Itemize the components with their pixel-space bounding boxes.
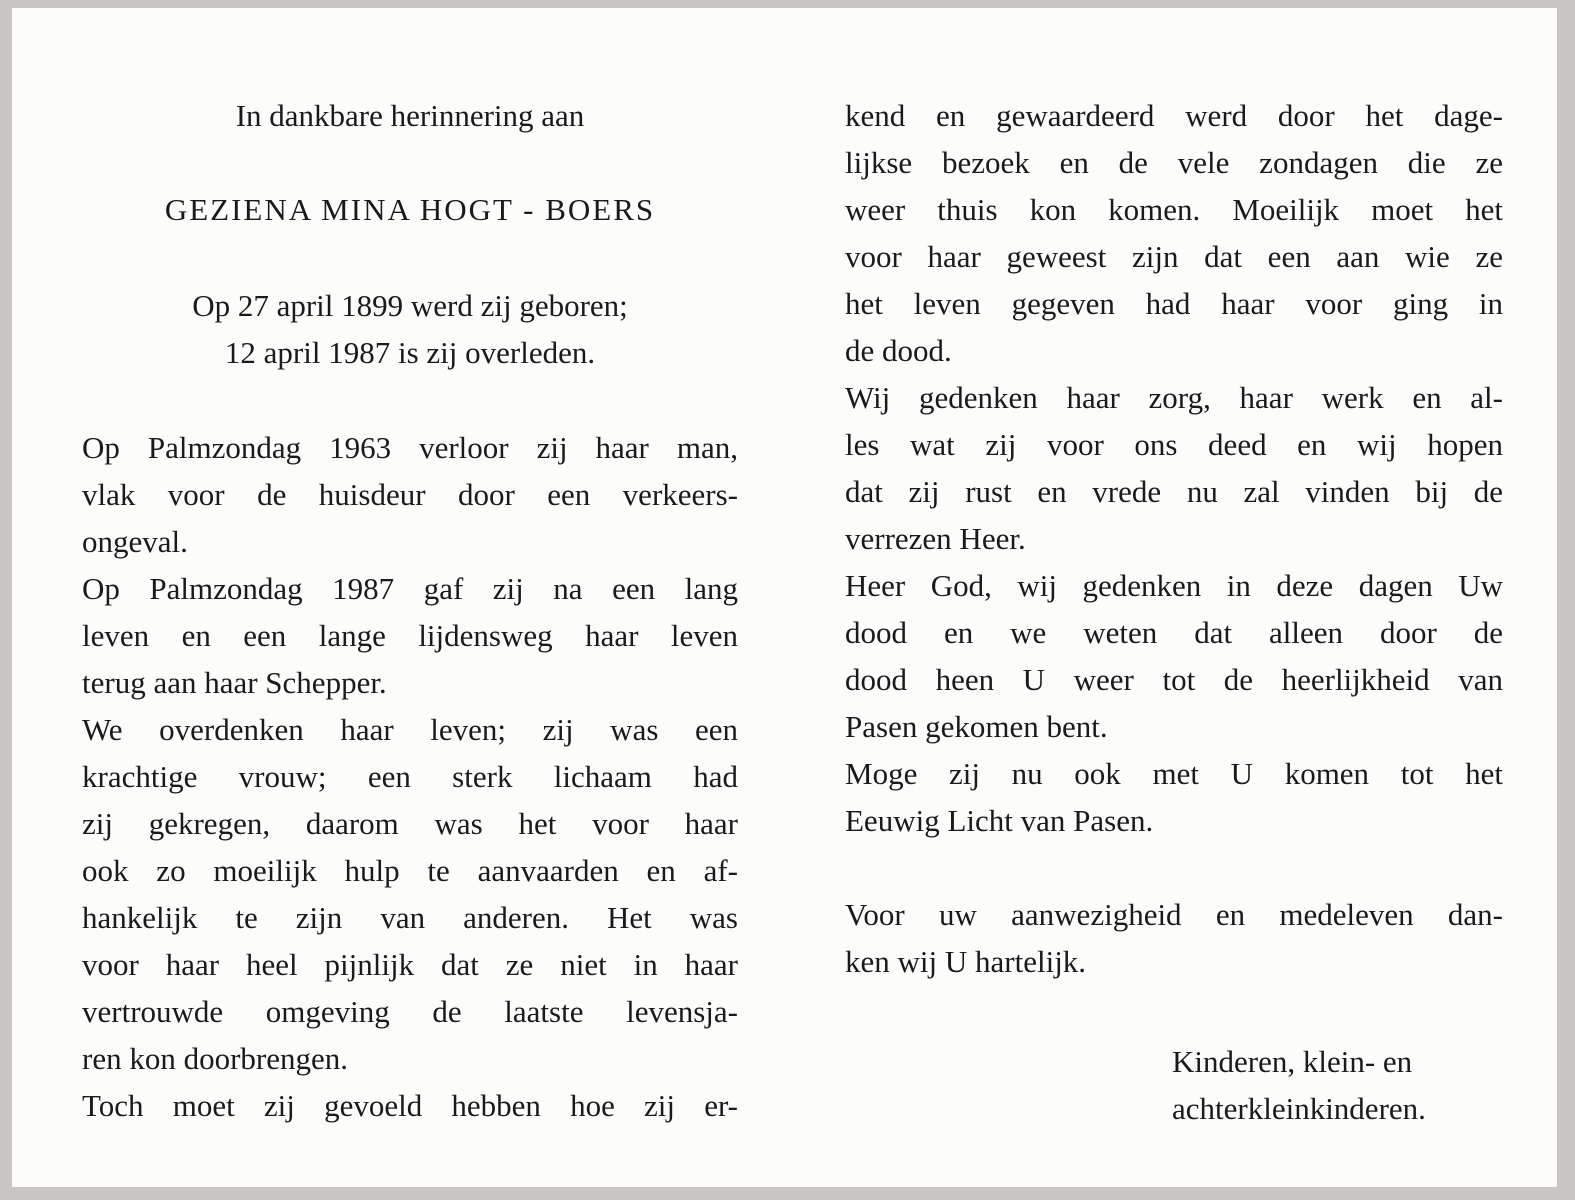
text-line: hankelijk te zijn van anderen. Het was bbox=[82, 900, 738, 935]
text-line: verrezen Heer. bbox=[845, 521, 1026, 556]
text-line: Op Palmzondag 1987 gaf zij na een lang bbox=[82, 571, 738, 606]
text-line: ongeval. bbox=[82, 524, 188, 559]
text-line: weer thuis kon komen. Moeilijk moet het bbox=[845, 192, 1503, 227]
text-line: kend en gewaardeerd werd door het dage- bbox=[845, 98, 1503, 133]
text-line: het leven gegeven had haar voor ging in bbox=[845, 286, 1503, 321]
text-line: Wij gedenken haar zorg, haar werk en al- bbox=[845, 380, 1503, 415]
text-line: de dood. bbox=[845, 333, 952, 368]
text-line: terug aan haar Schepper. bbox=[82, 665, 387, 700]
memorial-card bbox=[12, 8, 1557, 1187]
text-line: We overdenken haar leven; zij was een bbox=[82, 712, 738, 747]
text-line: Eeuwig Licht van Pasen. bbox=[845, 803, 1154, 838]
text-line: les wat zij voor ons deed en wij hopen bbox=[845, 427, 1503, 462]
death-line: 12 april 1987 is zij overleden. bbox=[224, 335, 596, 370]
text-line: lijkse bezoek en de vele zondagen die ze bbox=[845, 145, 1503, 180]
intro-line: In dankbare herinnering aan bbox=[235, 98, 585, 133]
text-line: ren kon doorbrengen. bbox=[82, 1041, 348, 1076]
text-line: Op Palmzondag 1963 verloor zij haar man, bbox=[82, 430, 738, 465]
signature-line: Kinderen, klein- en bbox=[1172, 1044, 1413, 1079]
text-line: dood heen U weer tot de heerlijkheid van bbox=[845, 662, 1503, 697]
text-line: ook zo moeilijk hulp te aanvaarden en af- bbox=[82, 853, 738, 888]
text-line: leven en een lange lijdensweg haar leven bbox=[82, 618, 738, 653]
text-line: dood en we weten dat alleen door de bbox=[845, 615, 1503, 650]
signature-line: achterkleinkinderen. bbox=[1172, 1091, 1426, 1126]
birth-line: Op 27 april 1899 werd zij geboren; bbox=[192, 288, 628, 323]
text-line: dat zij rust en vrede nu zal vinden bij de bbox=[845, 474, 1503, 509]
text-line: vlak voor de huisdeur door een verkeers- bbox=[82, 477, 738, 512]
text-line: vertrouwde omgeving de laatste levensja- bbox=[82, 994, 738, 1029]
text-line: ken wij U hartelijk. bbox=[845, 944, 1087, 979]
text-line: voor haar geweest zijn dat een aan wie ze bbox=[845, 239, 1503, 274]
deceased-name: GEZIENA MINA HOGT - BOERS bbox=[164, 192, 656, 227]
text-line: zij gekregen, daarom was het voor haar bbox=[82, 806, 738, 841]
text-line: Moge zij nu ook met U komen tot het bbox=[845, 756, 1503, 791]
text-line: krachtige vrouw; een sterk lichaam had bbox=[82, 759, 738, 794]
text-line: Voor uw aanwezigheid en medeleven dan- bbox=[845, 897, 1503, 932]
text-line: Toch moet zij gevoeld hebben hoe zij er- bbox=[82, 1088, 738, 1123]
text-line: voor haar heel pijnlijk dat ze niet in haar bbox=[82, 947, 738, 982]
text-line: Heer God, wij gedenken in deze dagen Uw bbox=[845, 568, 1503, 603]
text-line: Pasen gekomen bent. bbox=[845, 709, 1108, 744]
